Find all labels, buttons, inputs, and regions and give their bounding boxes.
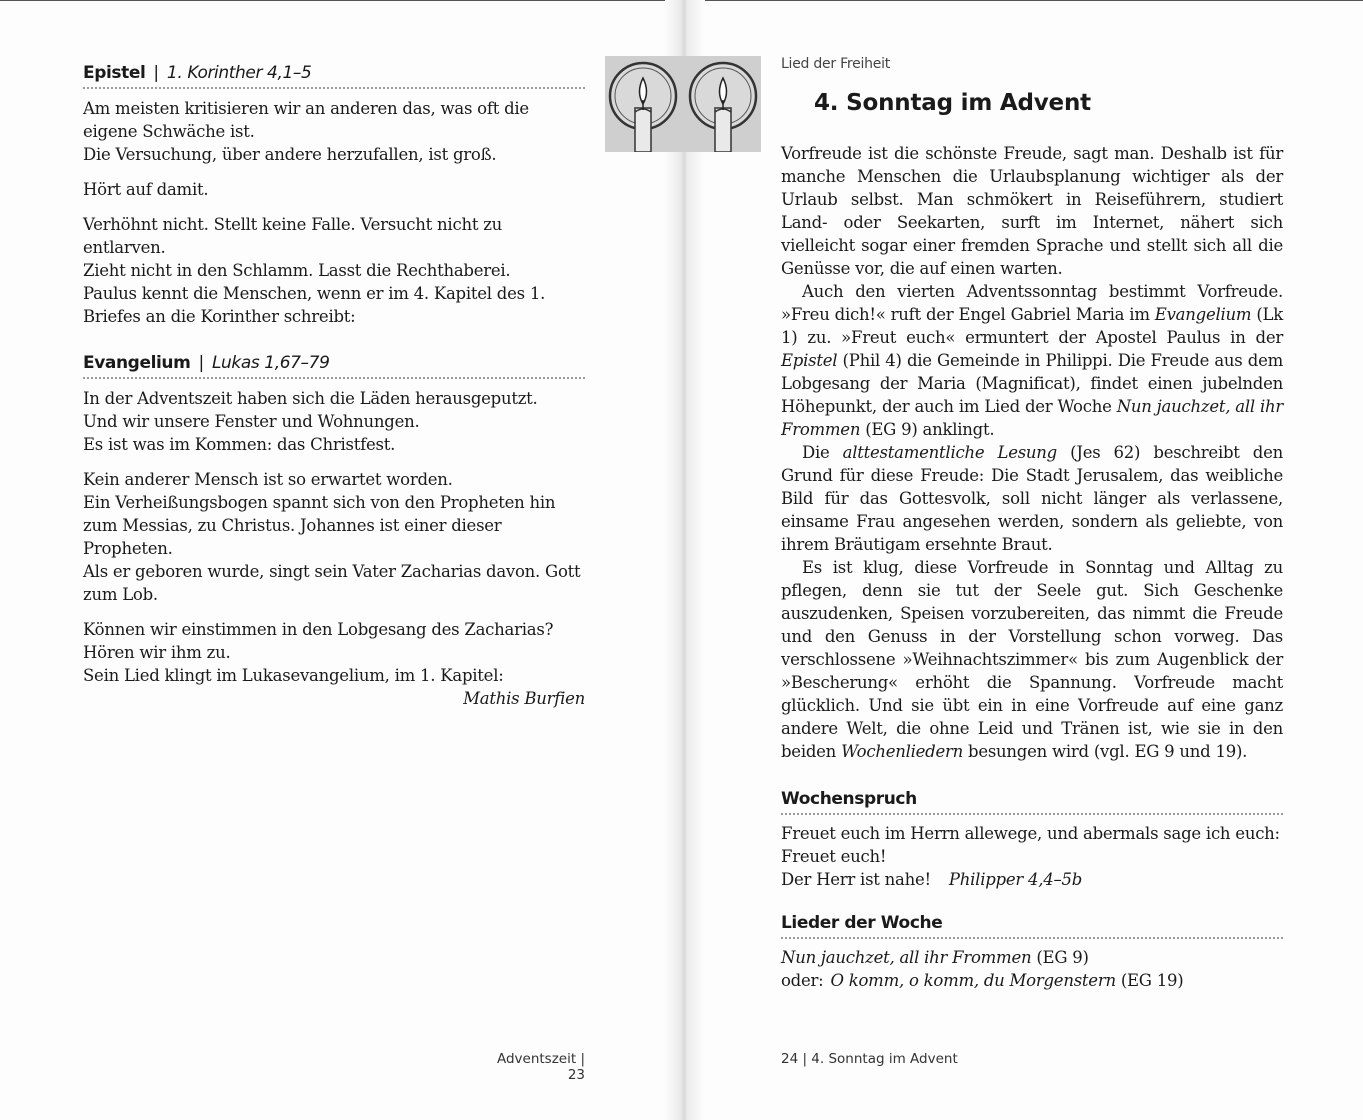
epistel-separator: | bbox=[153, 63, 159, 83]
epistel-line: Paulus kennt die Menschen, wenn er im 4. Kapitel des 1. Briefes an die Korinther schreibt: bbox=[83, 284, 546, 326]
lieder-box bbox=[781, 910, 1283, 992]
wochenspruch-reference: Philipper 4,4–5b bbox=[948, 870, 1083, 889]
evangelium-text bbox=[83, 387, 585, 687]
epistel-label: Epistel bbox=[83, 63, 146, 83]
wochenspruch-line: Der Herr ist nahe! Philipper 4,4–5b bbox=[781, 870, 1083, 889]
evangelium-line: In der Adventszeit haben sich die Läden herausgeputzt. bbox=[83, 389, 538, 408]
wochenspruch-box bbox=[781, 786, 1283, 891]
evangelium-line: Ein Verheißungsbogen spannt sich von den Propheten hin zum Messias, zu Christus. Johannes ist einer dieser Propheten. bbox=[83, 493, 556, 558]
epistel-line: Am meisten kritisieren wir an anderen das, was oft die eigene Schwäche ist. bbox=[83, 99, 529, 141]
epistel-line: Verhöhnt nicht. Stellt keine Falle. Versucht nicht zu entlarven. bbox=[83, 215, 503, 257]
author-signature: Mathis Burfien bbox=[463, 689, 585, 708]
kicker: Lied der Freiheit bbox=[781, 56, 890, 72]
paragraph-3: Die alttestamentliche Lesung (Jes 62) beschreibt den Grund für diese Freude: Die Stadt Jerusalem, das weibliche Bild für das Gottesvolk, soll nicht länger als verlassene, einsame Frau angesehen werden, sondern als geliebte, von ihrem Bräutigam ersehnte Braut. bbox=[781, 443, 1284, 554]
evangelium-line: Als er geboren wurde, singt sein Vater Zacharias davon. Gott zum Lob. bbox=[83, 562, 581, 604]
evangelium-line: Es ist was im Kommen: das Christfest. bbox=[83, 435, 396, 454]
evangelium-line: Hören wir ihm zu. bbox=[83, 643, 231, 662]
evangelium-heading bbox=[83, 350, 585, 379]
epistel-line: Hört auf damit. bbox=[83, 180, 209, 199]
evangelium-separator: | bbox=[198, 353, 204, 373]
evangelium-line: Sein Lied klingt im Lukasevangelium, im 1. Kapitel: bbox=[83, 666, 504, 685]
evangelium-reference: Lukas 1,67–79 bbox=[211, 353, 330, 373]
wochenspruch-heading: Wochenspruch bbox=[781, 786, 1283, 815]
epistel-heading bbox=[83, 60, 585, 89]
footer-right: 24 | 4. Sonntag im Advent bbox=[781, 1051, 958, 1067]
evangelium-line: Können wir einstimmen in den Lobgesang des Zacharias? bbox=[83, 620, 554, 639]
book-gutter bbox=[665, 0, 705, 1120]
epistel-reference: 1. Korinther 4,1–5 bbox=[166, 63, 312, 83]
body-text bbox=[781, 142, 1283, 763]
paragraph-2: Auch den vierten Adventssonntag bestimmt Vorfreude. »Freu dich!« ruft der Engel Gabriel Maria im Evangelium (Lk 1) zu. »Freut euch« ermuntert der Apostel Paulus in der Epistel (Phil 4) die Gemeinde in Philippi. Die Freude aus dem Lobgesang der Maria (Magnificat), findet einen jubelnden Höhepunkt, der auch im Lied der Woche Nun jauchzet, all ihr Frommen (EG 9) anklingt. bbox=[781, 282, 1283, 439]
right-page bbox=[781, 52, 1283, 992]
epistel-line: Die Versuchung, über andere herzufallen, ist groß. bbox=[83, 145, 497, 164]
paragraph-1: Vorfreude ist die schönste Freude, sagt man. Deshalb ist für manche Menschen die Urlaubsplanung wichtiger als der Urlaub selbst. Man schmökert in Reiseführern, studiert Land- oder Seekarten, surft im Internet, nähert sich vielleicht sogar einer fremden Sprache und stellt sich all die Genüsse vor, die auf einen warten. bbox=[781, 144, 1283, 278]
evangelium-line: Kein anderer Mensch ist so erwartet worden. bbox=[83, 470, 453, 489]
wochenspruch-line: Freuet euch im Herrn allewege, und abermals sage ich euch: bbox=[781, 824, 1280, 843]
left-page bbox=[83, 60, 585, 710]
candles-icon bbox=[605, 56, 761, 152]
paragraph-4: Es ist klug, diese Vorfreude in Sonntag und Alltag zu pflegen, denn sie tut der Seele gut. Sich Geschenke auszudenken, Speisen vorzubereiten, das nimmt die Freude und den Genuss in der Vorstellung schon vorweg. Das verschlossene »Weihnachtszimmer« bis zum Augenblick der »Bescherung« erhöht die Spannung. Vorfreude macht glücklich. Und sie übt ein in eine Vorfreude auf eine ganz andere Welt, die ohne Leid und Tränen ist, wie sie in den beiden Wochenliedern besungen wird (vgl. EG 9 und 19). bbox=[781, 558, 1283, 761]
lied-item: Nun jauchzet, all ihr Frommen (EG 9) bbox=[781, 948, 1089, 967]
page-title: 4. Sonntag im Advent bbox=[814, 90, 1091, 116]
evangelium-line: Und wir unsere Fenster und Wohnungen. bbox=[83, 412, 420, 431]
lied-item: oder: O komm, o komm, du Morgenstern (EG 19) bbox=[781, 971, 1184, 990]
epistel-text bbox=[83, 97, 585, 328]
lieder-heading: Lieder der Woche bbox=[781, 910, 1283, 939]
wochenspruch-line: Freuet euch! bbox=[781, 847, 887, 866]
footer-left: Adventszeit | 23 bbox=[496, 1051, 585, 1083]
evangelium-label: Evangelium bbox=[83, 353, 191, 373]
epistel-line: Zieht nicht in den Schlamm. Lasst die Rechthaberei. bbox=[83, 261, 511, 280]
